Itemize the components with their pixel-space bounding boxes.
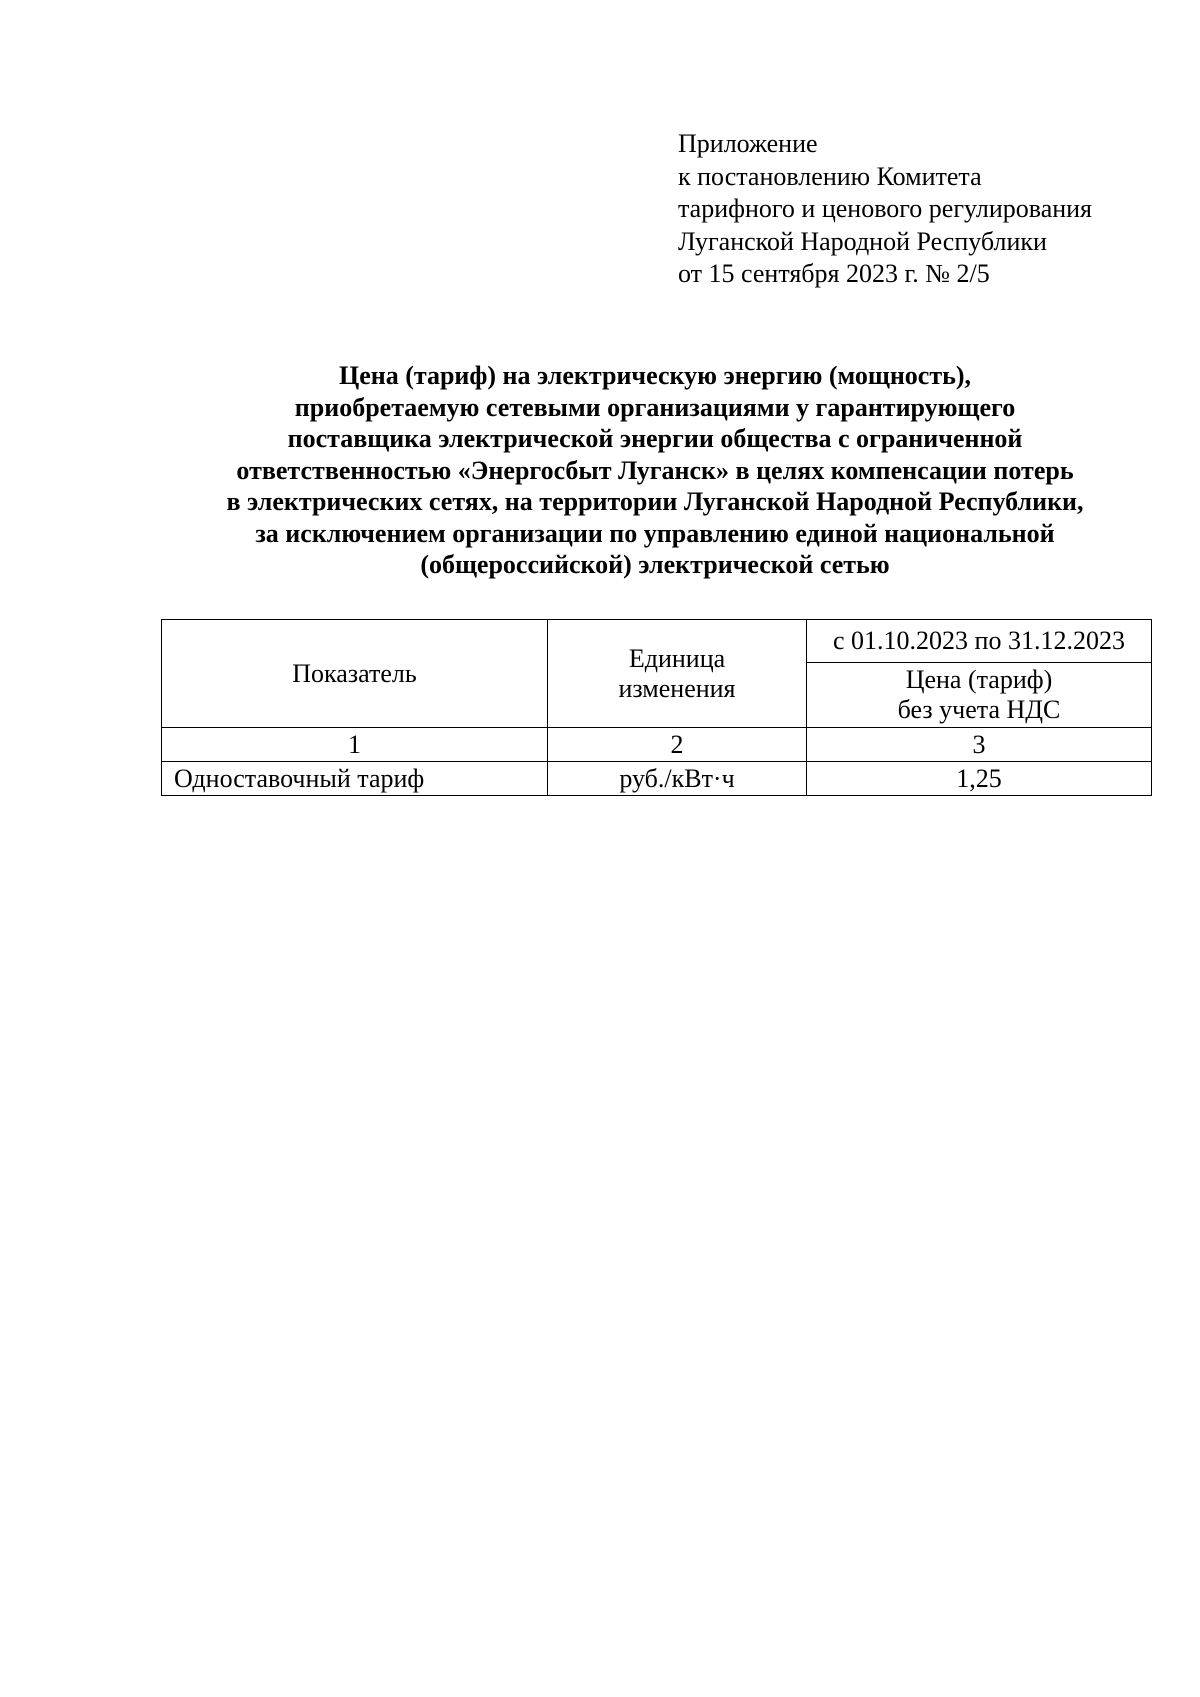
cell-unit: руб./кВт·ч [548,762,807,796]
table-header-row [162,620,1152,663]
tariff-table [161,619,1152,796]
appendix-line: от 15 сентября 2023 г. № 2/5 [678,259,990,288]
appendix-line: Приложение [678,129,818,158]
title-line: приобретаемую сетевыми организациями у гарантирующего [294,392,1016,422]
table-row [162,762,1152,796]
title-line: в электрических сетях, на территории Луганской Народной Республики, [226,487,1084,516]
header-unit [548,620,807,728]
header-indicator: Показатель [162,620,548,728]
header-period: с 01.10.2023 по 31.12.2023 [807,620,1152,663]
column-number-row [162,728,1152,762]
header-unit-line: изменения [618,673,736,703]
column-number: 3 [807,728,1152,762]
appendix-line: тарифного и ценового регулирования [678,194,1093,223]
column-number: 1 [162,728,548,762]
appendix-line: к постановлению Комитета [678,161,982,191]
title-line: ответственностью «Энергосбыт Луганск» в целях компенсации потерь [236,455,1074,485]
title-line: (общероссийской) электрической сетью [420,550,890,579]
header-price-line: без учета НДС [897,695,1061,724]
header-price [807,663,1152,728]
column-number: 2 [548,728,807,762]
cell-indicator: Одноставочный тариф [162,762,548,796]
title-line: поставщика электрической энергии общества с ограниченной [287,424,1023,453]
header-price-line: Цена (тариф) [905,665,1053,694]
appendix-block [678,128,1092,291]
appendix-line: Луганской Народной Республики [678,226,1047,256]
header-unit-line: Единица [628,643,726,673]
document-title [100,360,1200,581]
title-line: за исключением организации по управлению единой национальной [255,518,1055,548]
title-line: Цена (тариф) на электрическую энергию (мощность), [338,361,972,390]
cell-price: 1,25 [807,762,1152,796]
